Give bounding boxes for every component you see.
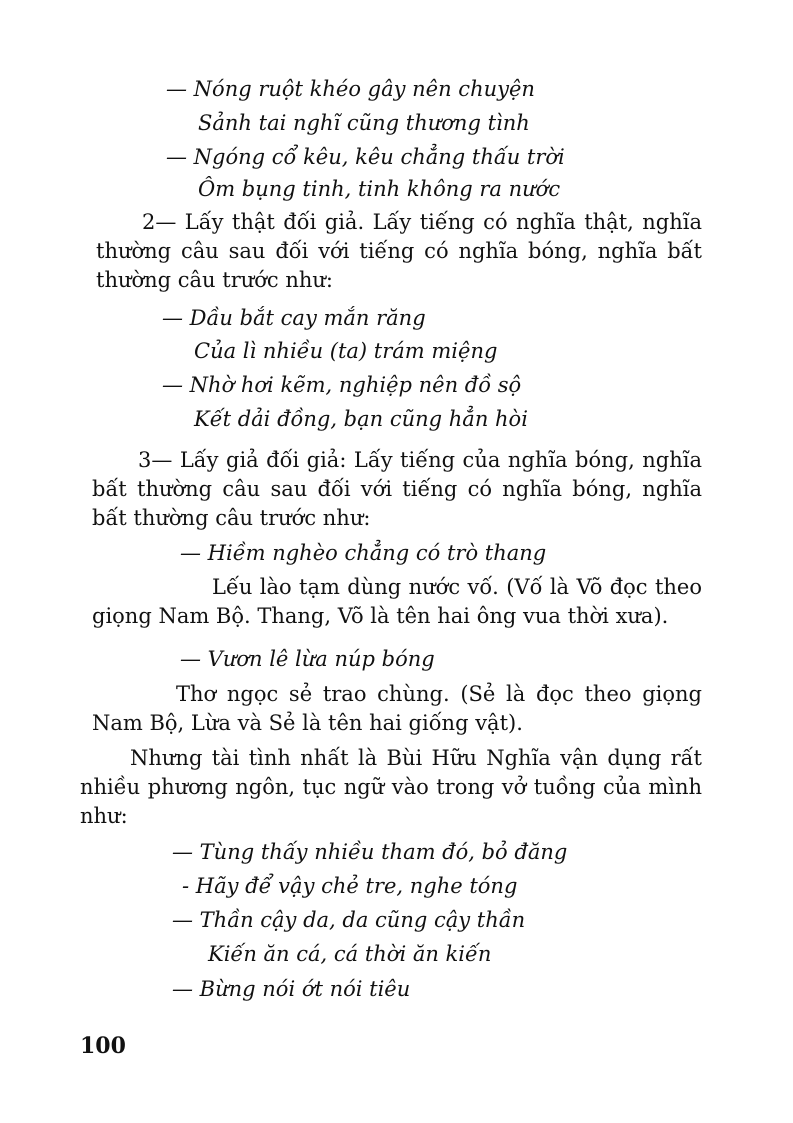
verse-line: — Ngóng cổ kêu, kêu chẳng thấu trời	[166, 145, 565, 169]
verse-line: Kết dải đồng, bạn cũng hẳn hòi	[194, 407, 528, 431]
verse-line: Của lì nhiều (ta) trám miệng	[194, 339, 498, 363]
verse-line: - Hãy để vậy chẻ tre, nghe tóng	[182, 874, 518, 898]
paragraph: Lếu lào tạm dùng nước vố. (Vố là Võ đọc theo giọng Nam Bộ. Thang, Võ là tên hai ông vua thời xưa).	[92, 575, 702, 628]
paragraph: Thơ ngọc sẻ trao chùng. (Sẻ là đọc theo giọng Nam Bộ, Lừa và Sẻ là tên hai giống vật).	[92, 682, 702, 735]
paragraph: 3— Lấy giả đối giả: Lấy tiếng của nghĩa bóng, nghĩa bất thường câu sau đối với tiếng có nghĩa bóng, nghĩa bất thường câu trước như:	[92, 448, 702, 530]
verse-line: — Vươn lê lừa núp bóng	[180, 647, 435, 671]
verse-line: Kiến ăn cá, cá thời ăn kiến	[208, 942, 492, 966]
paragraph: 2— Lấy thật đối giả. Lấy tiếng có nghĩa thật, nghĩa thường câu sau đối với tiếng có nghĩa bóng, nghĩa bất thường câu trước như:	[96, 210, 702, 292]
verse-line: — Hiềm nghèo chẳng có trò thang	[180, 541, 547, 565]
verse-line: — Thần cậy da, da cũng cậy thần	[172, 908, 526, 932]
verse-line: — Tùng thấy nhiều tham đó, bỏ đăng	[172, 840, 568, 864]
verse-line: — Nhờ hơi kẽm, nghiệp nên đồ sộ	[162, 373, 522, 397]
paragraph: Nhưng tài tình nhất là Bùi Hữu Nghĩa vận dụng rất nhiều phương ngôn, tục ngữ vào trong vở tuồng của mình như:	[80, 746, 702, 828]
verse-line: — Bừng nói ớt nói tiêu	[172, 977, 411, 1001]
page-number: 100	[80, 1033, 126, 1059]
verse-line: — Dầu bắt cay mắn răng	[162, 306, 426, 330]
verse-line: — Nóng ruột khéo gây nên chuyện	[166, 77, 535, 101]
verse-line: Ôm bụng tinh, tinh không ra nước	[198, 177, 561, 201]
verse-line: Sảnh tai nghĩ cũng thương tình	[198, 111, 530, 135]
